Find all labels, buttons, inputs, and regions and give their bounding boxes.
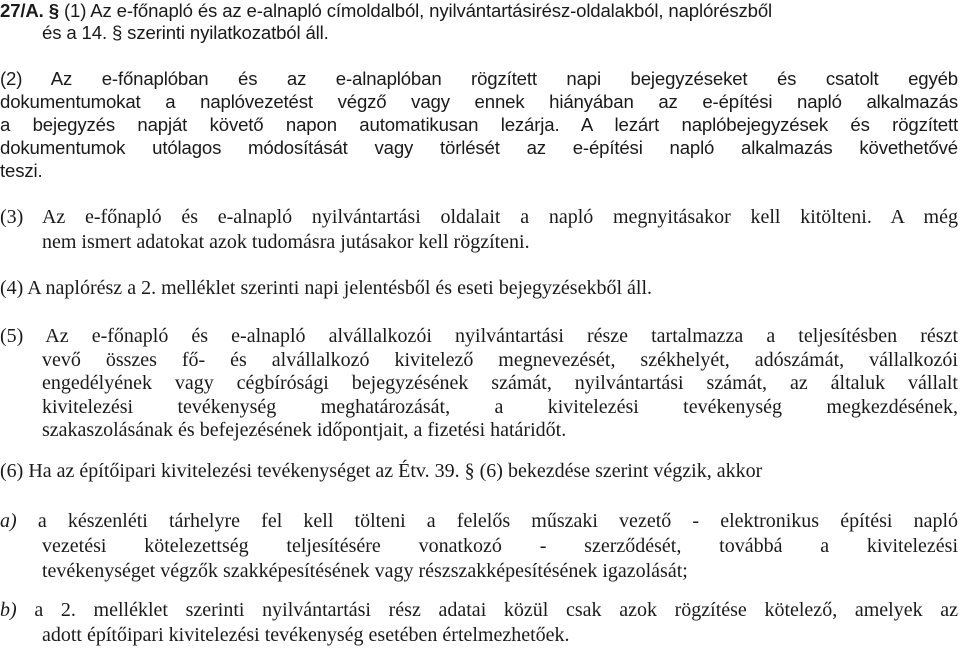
paragraph-5-line: (5) Az e-főnapló és e-alnapló alvállalkozói nyilvántartási része tartalmazza a teljesítésben részt	[0, 325, 958, 347]
point-b-line-1: b) a 2. melléklet szerinti nyilvántartási rész adatai közül csak azok rögzítése kötelező, amelyek az	[0, 599, 959, 621]
point-a-marker: a)	[0, 510, 17, 532]
paragraph-5-line: szakaszolásának és befejezésének időpontjait, a fizetési határidőt.	[42, 419, 567, 441]
paragraph-1-line-2: és a 14. § szerinti nyilatkozatból áll.	[42, 22, 329, 43]
paragraph-2-line: (2) Az e-főnaplóban és az e-alnaplóban rögzített napi bejegyzéseket és csatolt egyéb	[0, 68, 958, 89]
paragraph-4-line: (4) A naplórész a 2. melléklet szerinti napi jelentésből és eseti bejegyzésekből áll.	[0, 277, 653, 299]
paragraph-2-line: dokumentumokat a naplóvezetést végző vagy ennek hiányában az e-építési napló alkalmazás	[0, 91, 958, 112]
point-b-line-2: adott építőipari kivitelezési tevékenység esetében értelmezhetőek.	[42, 624, 570, 646]
paragraph-2-line: dokumentumok utólagos módosítását vagy törlését az e-építési napló alkalmazás követhetővé	[0, 137, 958, 158]
paragraph-5-line: kivitelezési tevékenység meghatározását, a kivitelezési tevékenység megkezdésének,	[42, 395, 958, 418]
point-a-line-3: tevékenységet végzők szakképesítésének vagy részszakképesítésének igazolását;	[42, 560, 688, 582]
paragraph-5-line: engedélyének vagy cégbírósági bejegyzésének számát, nyilvántartási számát, az általuk vállalt	[42, 372, 958, 394]
point-b-marker: b)	[0, 599, 17, 621]
paragraph-5	[0, 325, 958, 443]
paragraph-1-line-1: 27/A. § (1) Az e-főnapló és az e-alnapló címoldalból, nyilvántartásirész-oldalakból, naplórészből	[0, 0, 773, 21]
paragraph-5-line: vevő összes fő- és alvállalkozó kivitelező megnevezését, székhelyét, adószámát, vállalkozói	[42, 348, 958, 371]
section-symbol: §	[48, 0, 59, 21]
paragraph-6	[0, 459, 958, 484]
paragraph-3-line: nem ismert adatokat azok tudomásra jutásakor kell rögzíteni.	[42, 231, 530, 253]
paragraph-6-line: (6) Ha az építőipari kivitelezési tevékenységet az Étv. 39. § (6) bekezdése szerint végzik, akkor	[0, 460, 763, 482]
paragraph-2	[0, 67, 958, 182]
paragraph-4	[0, 276, 958, 301]
paragraph-3-line: (3) Az e-főnapló és e-alnapló nyilvántartási oldalait a napló megnyitásakor kell kitölteni. A még	[0, 206, 958, 228]
paragraph-3	[0, 205, 958, 255]
paragraph-2-line: teszi.	[0, 160, 43, 181]
paragraph-1	[0, 0, 958, 45]
point-b	[0, 598, 958, 648]
point-a-line-2: vezetési kötelezettség teljesítésére vonatkozó - szerződését, továbbá a kivitelezési	[42, 535, 958, 557]
point-a	[0, 509, 958, 584]
point-a-line-1: a) a készenléti tárhelyre fel kell tölteni a felelős műszaki vezető - elektronikus építési napló	[0, 510, 958, 532]
paragraph-2-line: a bejegyzés napját követő napon automatikusan lezárja. A lezárt naplóbejegyzések és rögzített	[0, 114, 958, 135]
section-number: 27/A.	[0, 0, 44, 21]
